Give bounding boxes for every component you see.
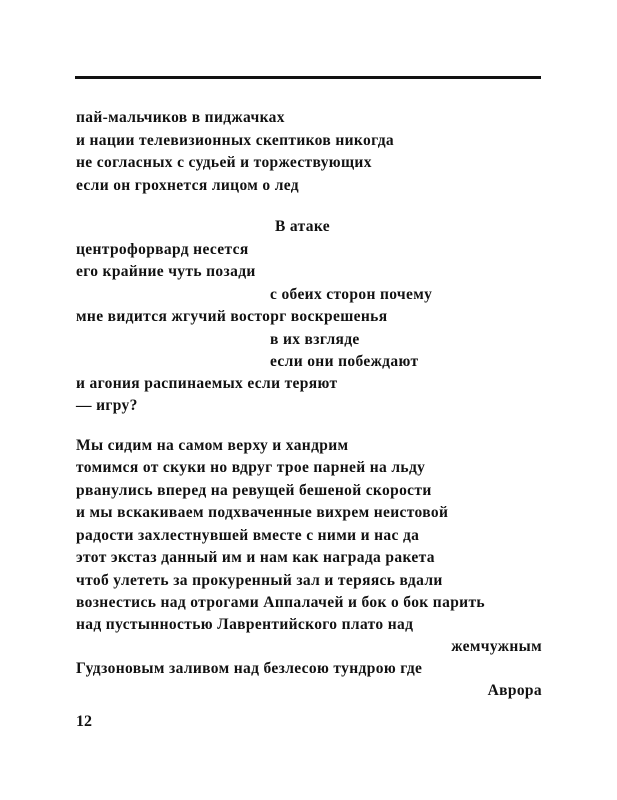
poem-line: и нации телевизионных скептиков никогда — [76, 132, 394, 149]
poem-line: и мы вскакиваем подхваченные вихрем неистовой — [76, 504, 449, 521]
poem-line: томимся от скуки но вдруг трое парней на льду — [76, 459, 426, 476]
poem-line: Мы сидим на самом верху и хандрим — [76, 437, 349, 454]
poem-line: и агония распинаемых если теряют — [76, 375, 338, 392]
poem-line: вознестись над отрогами Аппалачей и бок о бок парить — [76, 594, 485, 611]
poem-line: В атаке — [275, 218, 330, 235]
poem-line: пай-мальчиков в пиджачках — [76, 109, 285, 126]
poem-line: рванулись вперед на ревущей бешеной скорости — [76, 482, 432, 499]
poem-line: центрофорвард несется — [76, 241, 249, 258]
poem-line: в их взгляде — [270, 331, 360, 348]
poem-line: — игру? — [76, 397, 138, 414]
poem-line: жемчужным — [451, 638, 542, 655]
poem-line: Гудзоновым заливом над безлесою тундрою где — [76, 660, 423, 677]
poem-line: не согласных с судьей и торжествующих — [76, 154, 372, 171]
poem-line: если он грохнется лицом о лед — [76, 177, 299, 194]
page-number: 12 — [76, 713, 92, 730]
poem-line: над пустынностью Лаврентийского плато над — [76, 616, 414, 633]
poem-line: если они побеждают — [270, 353, 419, 370]
header-rule — [75, 76, 541, 79]
poem-line: мне видится жгучий восторг воскрешенья — [76, 308, 388, 325]
poem-line: чтоб улететь за прокуренный зал и теряясь вдали — [76, 572, 443, 589]
poem-line: Аврора — [487, 682, 542, 699]
poem-line: радости захлестнувшей вместе с ними и нас да — [76, 527, 420, 544]
poem-line: его крайние чуть позади — [76, 263, 256, 280]
poem-line: с обеих сторон почему — [270, 286, 433, 303]
poem-line: этот экстаз данный им и нам как награда ракета — [76, 549, 435, 566]
